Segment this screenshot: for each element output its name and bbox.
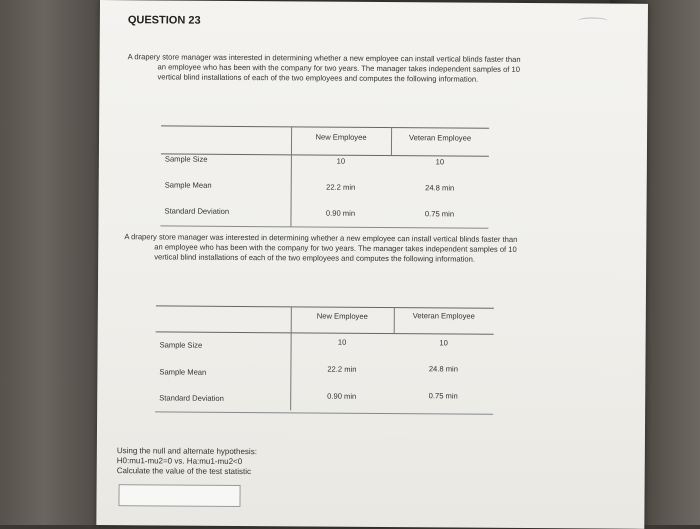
background-left bbox=[0, 0, 110, 525]
hypothesis-line: H0:mu1-mu2=0 vs. Ha:mu1-mu2<0 bbox=[116, 456, 243, 467]
question-paragraph-repeat bbox=[124, 232, 614, 265]
answer-input[interactable] bbox=[118, 484, 240, 507]
cell-value: 10 bbox=[337, 337, 347, 347]
question-paragraph bbox=[127, 52, 607, 85]
paragraph-line: vertical blind installations of each of the two employees and computes the following information. bbox=[157, 72, 479, 84]
cell-value: 0.75 min bbox=[424, 209, 455, 219]
cell-value: 22.2 min bbox=[327, 364, 357, 374]
prompt-line: Using the null and alternate hypothesis: bbox=[116, 446, 257, 457]
cell-value: 24.8 min bbox=[425, 183, 455, 193]
question-paper bbox=[96, 0, 648, 529]
header-new-employee: New Employee bbox=[316, 311, 368, 321]
cell-value: 0.90 min bbox=[325, 208, 356, 218]
header-new-employee: New Employee bbox=[315, 132, 367, 142]
cell-value: 0.75 min bbox=[428, 391, 458, 401]
row-label: Sample Size bbox=[164, 154, 208, 164]
cell-value: 10 bbox=[336, 156, 346, 166]
cell-value: 24.8 min bbox=[428, 364, 459, 374]
row-label: Sample Size bbox=[159, 340, 203, 350]
row-label: Sample Mean bbox=[164, 180, 212, 190]
paragraph-line: an employee who has been with the company for two years. The manager takes independent samples of 10 bbox=[157, 62, 521, 74]
paragraph-line: an employee who has been with the company for two years. The manager takes independent samples of 10 bbox=[154, 242, 517, 254]
header-veteran-employee: Veteran Employee bbox=[408, 133, 472, 143]
data-table-repeat bbox=[155, 305, 494, 417]
question-prompt bbox=[117, 446, 257, 477]
cell-value: 22.2 min bbox=[326, 182, 356, 192]
paragraph-line: vertical blind installations of each of the two employees and computes the following information. bbox=[154, 252, 476, 264]
cell-value: 10 bbox=[435, 157, 445, 167]
cell-value: 0.90 min bbox=[327, 391, 357, 401]
header-veteran-employee: Veteran Employee bbox=[412, 311, 475, 321]
prompt-line: Calculate the value of the test statistic bbox=[116, 466, 252, 477]
row-label: Sample Mean bbox=[159, 367, 207, 377]
cell-value: 10 bbox=[439, 338, 448, 348]
data-table bbox=[160, 125, 489, 227]
question-title: QUESTION 23 bbox=[127, 14, 201, 27]
pen-mark bbox=[578, 17, 608, 24]
row-label: Standard Deviation bbox=[159, 393, 224, 403]
row-label: Standard Deviation bbox=[164, 206, 230, 216]
paragraph-line: A drapery store manager was interested in determining whether a new employee can install vertical blinds faster than bbox=[127, 52, 521, 64]
paragraph-line: A drapery store manager was interested in determining whether a new employee can install vertical blinds faster than bbox=[124, 232, 518, 244]
